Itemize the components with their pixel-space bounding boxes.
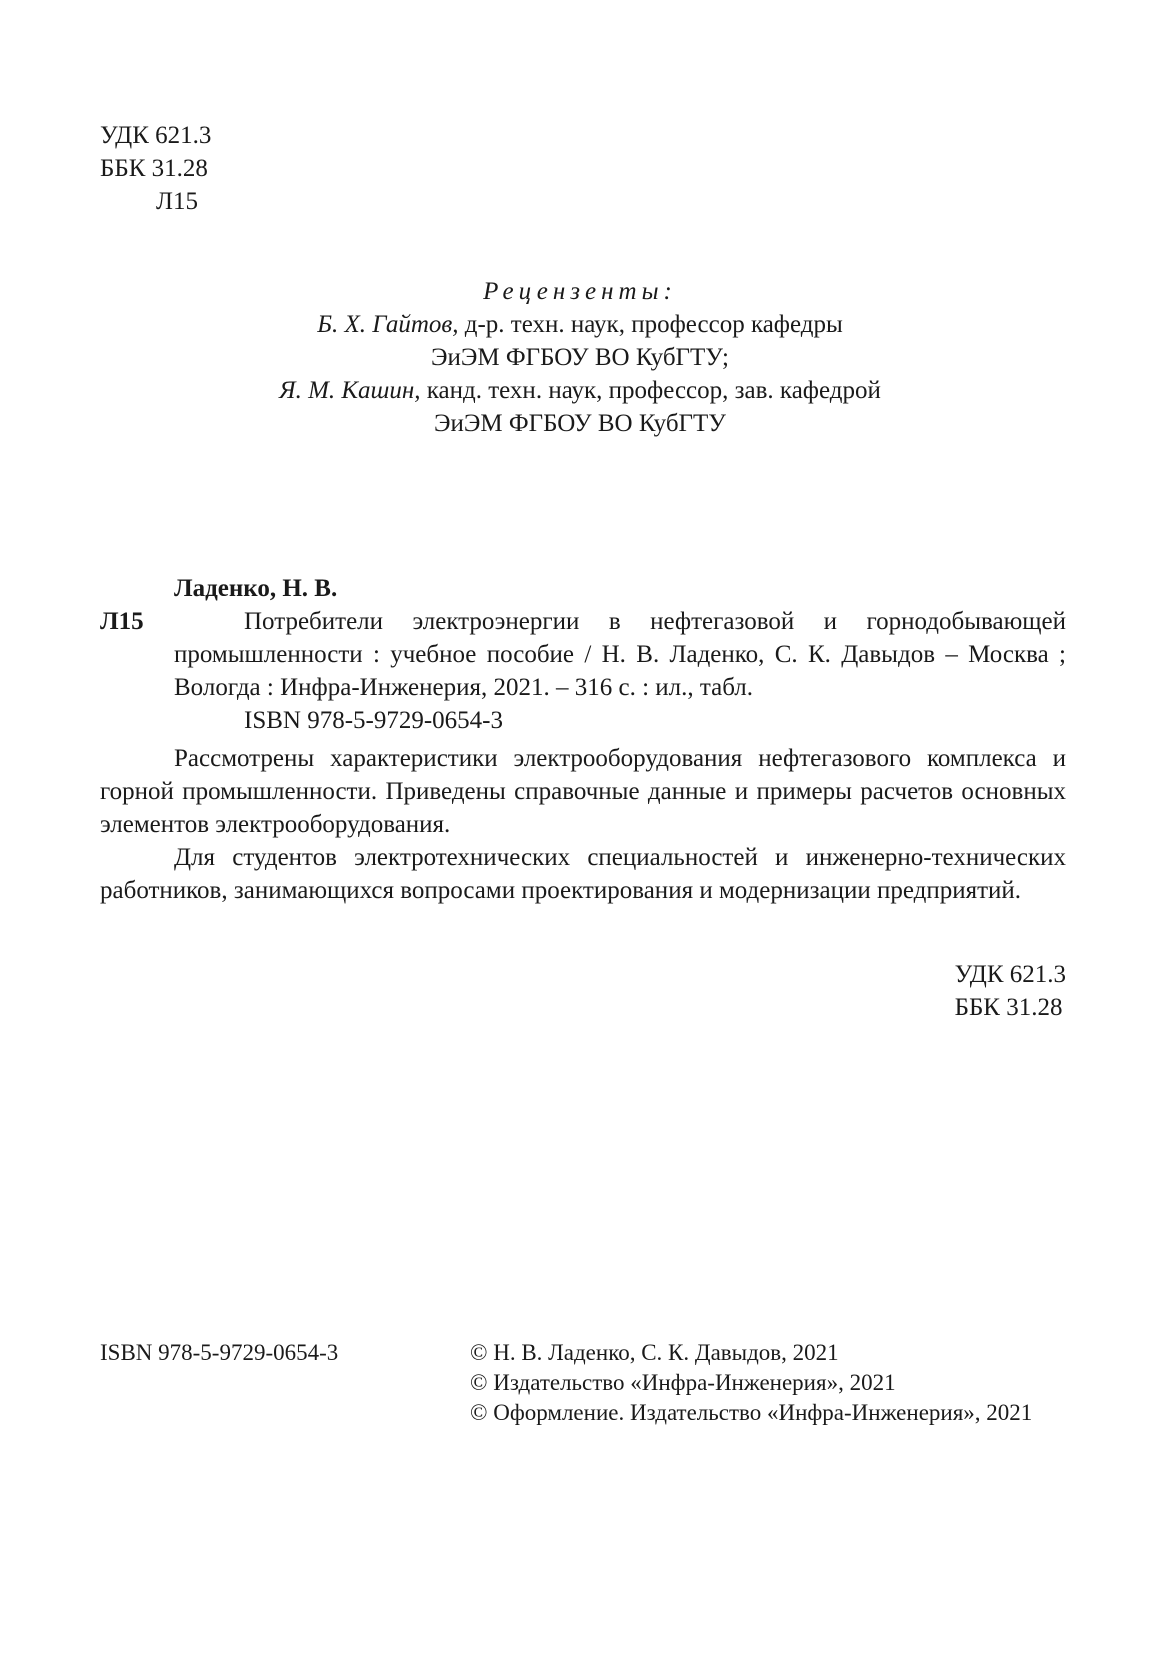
- classification-bottom: [955, 958, 1066, 1024]
- reviewers-block: [220, 275, 940, 440]
- reviewer-1-affiliation: ЭиЭМ ФГБОУ ВО КубГТУ;: [431, 344, 729, 371]
- record-isbn: ISBN 978-5-9729-0654-3: [244, 707, 504, 734]
- bibliographic-record: [100, 572, 1066, 737]
- author-mark: Л15: [156, 188, 198, 215]
- abstract: [100, 742, 1066, 907]
- copyright-publisher: © Издательство «Инфра-Инженерия», 2021: [470, 1370, 896, 1395]
- reviewer-2-credentials: канд. техн. наук, профессор, зав. кафедрой: [420, 377, 881, 404]
- record-description: Потребители электроэнергии в нефтегазовой и горнодобывающей промышленности : учебное пособие / Н. В. Ладенко, С. К. Давыдов – Москва ; Вологда : Инфра-Инженерия, 2021. – 316 с. : ил., табл.: [174, 608, 1066, 701]
- copyright-authors: © Н. В. Ладенко, С. К. Давыдов, 2021: [470, 1340, 839, 1365]
- bbk-index-bottom: ББК 31.28: [954, 994, 1063, 1021]
- reviewer-2-name: Я. М. Кашин,: [279, 377, 421, 404]
- bbk-index: ББК 31.28: [100, 155, 208, 182]
- abstract-paragraph-1: Рассмотрены характеристики электрооборудования нефтегазового комплекса и горной промышленности. Приведены справочные данные и примеры расчетов основных элементов электрооборудования.: [100, 745, 1066, 838]
- record-body: [100, 605, 1066, 737]
- footer-isbn: ISBN 978-5-9729-0654-3: [100, 1340, 339, 1365]
- udc-index: УДК 621.3: [100, 122, 212, 149]
- author-heading: Ладенко, Н. В.: [174, 575, 338, 602]
- record-author-mark: Л15: [100, 608, 144, 635]
- reviewer-1-name: Б. Х. Гайтов,: [317, 311, 459, 338]
- reviewer-1-credentials: д-р. техн. наук, профессор кафедры: [458, 311, 843, 338]
- copyright-block: [470, 1338, 1032, 1428]
- copyright-design: © Оформление. Издательство «Инфра-Инженерия», 2021: [470, 1400, 1033, 1425]
- classification-top: [100, 119, 211, 218]
- reviewer-1-line: [220, 308, 940, 341]
- reviewers-heading: Рецензенты:: [483, 278, 677, 305]
- reviewer-2-affiliation: ЭиЭМ ФГБОУ ВО КубГТУ: [434, 410, 726, 437]
- udc-index-bottom: УДК 621.3: [954, 961, 1066, 988]
- reviewer-2-line: [220, 374, 940, 407]
- abstract-paragraph-2: Для студентов электротехнических специальностей и инженерно-технических работников, занимающихся вопросами проектирования и модернизации предприятий.: [100, 844, 1066, 904]
